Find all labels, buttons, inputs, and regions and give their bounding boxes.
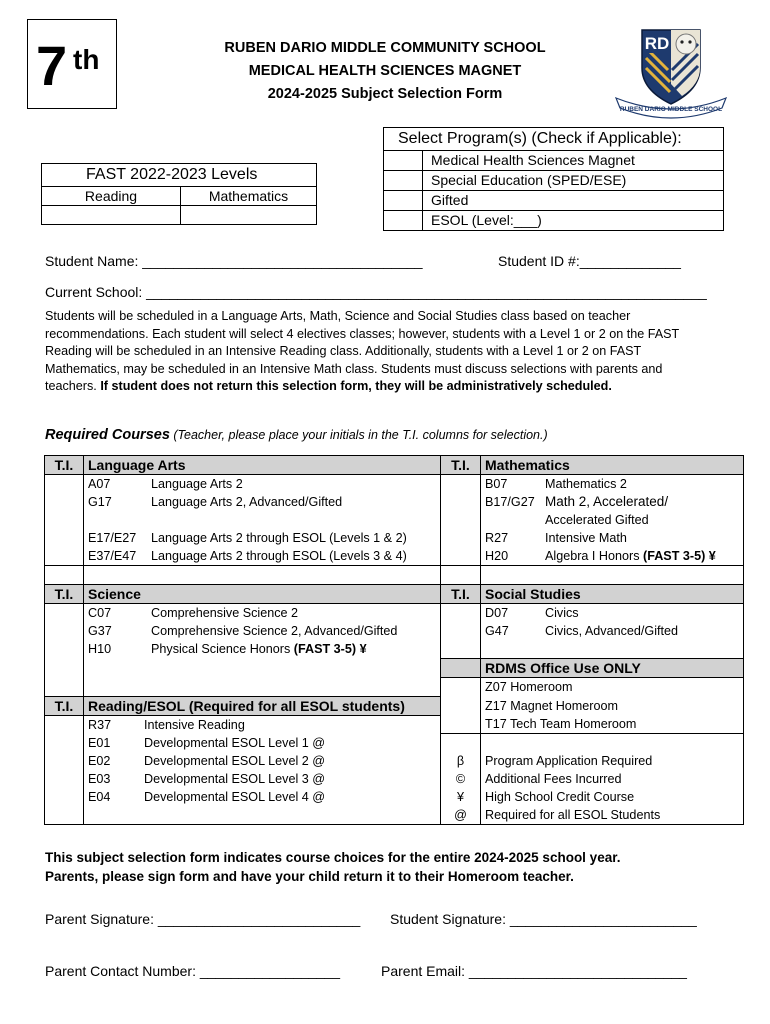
required-label: Required Courses — [45, 427, 170, 443]
program-heading: Select Program(s) (Check if Applicable): — [384, 128, 723, 151]
office-entry: Z07 Homeroom — [481, 678, 744, 697]
table-row — [45, 529, 744, 547]
ti-cell[interactable] — [45, 529, 84, 547]
parent-signature-field[interactable]: Parent Signature: __________________________ — [45, 911, 361, 927]
ti-cell[interactable] — [45, 511, 84, 529]
instructions-text: Students will be scheduled in a Language Arts, Math, Science and Social Studies class based on teacher recommendations. Each student will select 4 electives classes; however, students with a Level 1 or 2 on the FAST Reading will be scheduled in an Intensive Reading class. Additionally, students with a Level 1 or 2 on FAST Mathematics, may be scheduled in an Intensive Math class. Students must discuss selections with parents and teachers. — [45, 309, 679, 393]
fast-math-label: Mathematics — [208, 188, 289, 204]
student-signature-field[interactable]: Student Signature: ________________________ — [390, 911, 697, 927]
program-label: Medical Health Sciences Magnet — [431, 152, 635, 168]
legend-symbol: ¥ — [441, 788, 481, 806]
ti-cell[interactable] — [45, 566, 84, 585]
program-checkbox[interactable] — [384, 191, 423, 210]
ti-cell[interactable] — [45, 715, 84, 734]
reading-esol-heading: Reading/ESOL (Required for all ESOL students) — [84, 696, 441, 715]
ti-cell[interactable] — [45, 734, 84, 753]
table-row — [45, 770, 744, 788]
table-row — [45, 511, 744, 529]
grade-box — [27, 19, 117, 109]
form-title-block — [150, 37, 620, 106]
svg-text:RUBEN DARIO MIDDLE SCHOOL: RUBEN DARIO MIDDLE SCHOOL — [619, 106, 723, 113]
science-heading: Science — [84, 585, 441, 604]
ti-cell[interactable] — [45, 604, 84, 623]
svg-text:RD: RD — [644, 34, 670, 53]
fast-heading: FAST 2022-2023 Levels — [42, 164, 316, 187]
legend-symbol: © — [441, 770, 481, 788]
course-entry: E04 Developmental ESOL Level 4 @ — [84, 788, 441, 806]
legend-text: Additional Fees Incurred — [481, 770, 744, 788]
table-row — [45, 456, 744, 475]
table-row — [45, 752, 744, 770]
ti-cell[interactable] — [441, 475, 481, 494]
course-entry: D07 Civics — [481, 604, 744, 623]
fast-math-field[interactable] — [181, 206, 316, 224]
social-studies-heading: Social Studies — [481, 585, 744, 604]
table-row — [45, 585, 744, 604]
table-row — [45, 604, 744, 623]
ti-cell[interactable] — [45, 752, 84, 770]
course-entry: C07 Comprehensive Science 2 — [84, 604, 441, 623]
ti-cell[interactable] — [45, 640, 84, 659]
ti-cell[interactable] — [441, 640, 481, 659]
table-row — [45, 475, 744, 494]
program-checkbox[interactable] — [384, 211, 423, 230]
table-row — [45, 659, 744, 678]
ti-cell[interactable] — [45, 475, 84, 494]
ti-cell[interactable] — [441, 622, 481, 640]
current-school-field[interactable]: Current School: ________________________________________________________________________ — [45, 284, 707, 300]
program-checkbox[interactable] — [384, 171, 423, 190]
ti-cell[interactable] — [45, 788, 84, 806]
program-row — [384, 151, 723, 170]
school-name: RUBEN DARIO MIDDLE COMMUNITY SCHOOL — [224, 40, 546, 56]
course-table — [44, 455, 744, 825]
table-row — [45, 788, 744, 806]
course-entry: R37 Intensive Reading — [84, 715, 441, 734]
program-label: Gifted — [431, 192, 469, 208]
table-row — [45, 547, 744, 566]
ti-cell[interactable] — [441, 511, 481, 529]
ti-cell[interactable] — [45, 547, 84, 566]
table-row — [45, 806, 744, 825]
course-entry: A07 Language Arts 2 — [84, 475, 441, 494]
course-entry: H10 Physical Science Honors (FAST 3-5) ¥ — [84, 640, 441, 659]
office-entry: Z17 Magnet Homeroom — [481, 696, 744, 715]
school-logo — [612, 24, 730, 124]
parent-contact-field[interactable]: Parent Contact Number: __________________ — [45, 963, 340, 979]
table-row — [45, 622, 744, 640]
fast-reading-label: Reading — [42, 187, 181, 205]
ti-header: T.I. — [45, 585, 84, 604]
course-entry — [84, 511, 441, 529]
required-courses-heading — [45, 427, 548, 443]
fast-levels-box — [41, 163, 317, 225]
course-entry: E17/E27 Language Arts 2 through ESOL (Levels 1 & 2) — [84, 529, 441, 547]
ti-header: T.I. — [441, 456, 481, 475]
table-row — [45, 566, 744, 585]
magnet-name: MEDICAL HEALTH SCIENCES MAGNET — [248, 63, 522, 79]
program-label: Special Education (SPED/ESE) — [431, 172, 627, 188]
legend-symbol: β — [441, 752, 481, 770]
program-row — [384, 190, 723, 210]
ti-cell[interactable] — [45, 659, 84, 678]
ti-cell[interactable] — [441, 566, 481, 585]
ti-cell[interactable] — [441, 604, 481, 623]
footer-line-1: This subject selection form indicates course choices for the entire 2024-2025 school year. — [45, 850, 621, 865]
course-entry: B17/G27 Math 2, Accelerated/ — [481, 493, 744, 511]
ti-cell[interactable] — [45, 806, 84, 825]
required-note: (Teacher, please place your initials in the T.I. columns for selection.) — [169, 428, 548, 442]
fast-reading-field[interactable] — [42, 206, 181, 224]
program-label: ESOL (Level:___) — [431, 212, 542, 228]
course-entry: G47 Civics, Advanced/Gifted — [481, 622, 744, 640]
program-row — [384, 170, 723, 190]
ti-cell[interactable] — [45, 622, 84, 640]
ti-cell[interactable] — [441, 493, 481, 511]
language-arts-heading: Language Arts — [84, 456, 441, 475]
ti-cell[interactable] — [441, 547, 481, 566]
parent-email-field[interactable]: Parent Email: ____________________________ — [381, 963, 687, 979]
ti-cell[interactable] — [45, 493, 84, 511]
course-entry: E03 Developmental ESOL Level 3 @ — [84, 770, 441, 788]
student-id-field[interactable]: Student ID #:_____________ — [498, 253, 681, 269]
form-title: 2024-2025 Subject Selection Form — [267, 86, 503, 102]
table-row — [45, 696, 744, 715]
ti-header: T.I. — [45, 456, 84, 475]
program-selection-box — [383, 127, 724, 231]
ti-header: T.I. — [45, 696, 84, 715]
office-entry: T17 Tech Team Homeroom — [481, 715, 744, 734]
mathematics-heading: Mathematics — [481, 456, 744, 475]
course-entry: E37/E47 Language Arts 2 through ESOL (Levels 3 & 4) — [84, 547, 441, 566]
legend-text: Required for all ESOL Students — [481, 806, 744, 825]
grade-number: 7 — [36, 34, 68, 97]
grade-suffix: th — [73, 44, 100, 75]
table-row — [45, 734, 744, 753]
course-entry: Accelerated Gifted — [481, 511, 744, 529]
legend-text: Program Application Required — [481, 752, 744, 770]
course-entry: R27 Intensive Math — [481, 529, 744, 547]
table-row — [45, 678, 744, 697]
course-entry: H20 Algebra I Honors (FAST 3-5) ¥ — [481, 547, 744, 566]
course-entry: G37 Comprehensive Science 2, Advanced/Gifted — [84, 622, 441, 640]
table-row — [45, 640, 744, 659]
ti-header: T.I. — [441, 585, 481, 604]
office-use-heading: RDMS Office Use ONLY — [481, 659, 744, 678]
legend-text: High School Credit Course — [481, 788, 744, 806]
ti-cell[interactable] — [441, 529, 481, 547]
ti-cell[interactable] — [45, 770, 84, 788]
instructions-paragraph — [45, 308, 715, 396]
table-row — [45, 715, 744, 734]
footer-line-2: Parents, please sign form and have your child return it to their Homeroom teacher. — [45, 869, 574, 884]
table-row — [45, 493, 744, 511]
course-entry: E02 Developmental ESOL Level 2 @ — [84, 752, 441, 770]
course-entry: E01 Developmental ESOL Level 1 @ — [84, 734, 441, 753]
ti-cell[interactable] — [45, 678, 84, 697]
student-name-field[interactable]: Student Name: ____________________________________ — [45, 253, 423, 269]
footer-notice — [45, 848, 620, 886]
legend-symbol: @ — [441, 806, 481, 825]
course-entry: G17 Language Arts 2, Advanced/Gifted — [84, 493, 441, 511]
course-entry: B07 Mathematics 2 — [481, 475, 744, 494]
program-checkbox[interactable] — [384, 151, 423, 170]
instructions-bold: If student does not return this selection form, they will be administratively scheduled. — [100, 379, 612, 393]
program-row — [384, 210, 723, 230]
